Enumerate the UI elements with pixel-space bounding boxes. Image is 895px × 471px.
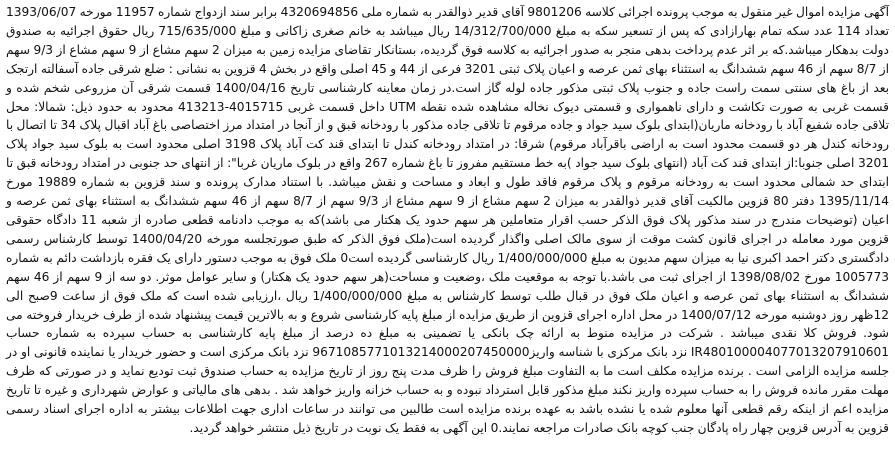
auction-notice-text: آگهی مزایده اموال غیر منقول به موجب پرونده اجرائی کلاسه 9801206 آقای قدیر ذوالقدر به شماره ملی 4320694856 برابر سند ازدواج شماره 11957 مورخه 1393/06/07 تعداد 114 عدد سکه تمام بهارازادی که پس از تسعیر سکه به مبلغ 14/312/700/000 ریال میباشد به خانم صغری زاکانی و مبلغ 715/635/000 ریال حقوق اجرائیه به صندوق دولت بدهکار میباشد.که بر اثر عدم پرداخت بدهی منجر به صدور اجرائیه به کلاسه فوق گردیده، بستانکار تقاضای مزایده زمین به میزان 2 سهم مشاع از 9 سهم مشاع از 9/3 سهم از 8/7 سهم از 46 سهم ششدانگ به استثناء بهای ثمن عرصه و اعیان پلاک ثبتی 3201 فرعی از 44 و 45 اصلی واقع در بخش 4 قزوین به نشانی : ضلع شرقی جاده آسفالته ارتجک بعد از باغ های سنتی سمت راست جاده و جنوب پلاک ثبتی مذکور جاده لوله گاز است.در زمان معاینه کارشناسی تاریخ 1400/04/16 قسمت شرقی آن مزروعی شخم شده و قسمت غربی به صورت تکاشت و دارای ناهمواری و قسمتی دیوک نخاله مشاهده شده نقطه UTM داخل قسمت غربی 4015715-413213 محدود به حدود ذیل: شمالا: محل تلاقی جاده شفیع آباد با رودخانه ماریان(ابتدای بلوک سید جواد و جاده مرقوم تا تلاقی جاده مذکور با رودخانه قبق و از آنجا در امتداد مرز اختصاصی باغ آباد اقبال پلاک 34 تا اتصال با رودخانه کندل هر دو قسمت محدود است به اراضی باقرآباد مرقوم) شرقا: در امتداد رودخانه کندل تا ابتدای قند کت آباد پلاک 3198 اصلی محدود است به بلوک سید جواد پلاک 3201 اصلی جنوبا:از ابتدای قند کت آباد (انتهای بلوک سید جواد )به خط مستقیم مفروز تا باغ شماره 267 واقع در بلوک ماریان غربا": از انتهای حد جنوبی در امتداد رودخانه قبق تا ابتدای حد شمالی محدود است به رودخانه مرقوم و پلاک مرقوم فاقد طول و ابعاد و مساحت و نقش میباشد. با استناد مدارک پرونده و سند قزوین به شماره 19889 مورخ 1395/11/14 دفتر 80 قزوین مالکیت آقای قدیر ذوالقدر به میزان 2 سهم مشاع از 9 سهم مشاع از 9/3 سهم از 8/7 سهم از 46 سهم ششدانگ به استثناء بهای ثمن عرصه و اعیان (توضیحات مندرج در سند مذکور پلاک فوق الذکر حسب اقرار متعاملین هر سهم حدود یک هکتار می باشد)که به موجب دادنامه قطعی صادره از شعبه 11 دادگاه حقوقی قزوین مورد معامله در اجرای قانون کشت موقت از سوی مالک اصلی واگذار گردیده است(ملک فوق الذکر که طبق صورتجلسه مورخه 1400/04/20 توسط کارشناس رسمی دادگستری دکتر احمد اکبری نیا به میزان سهم مدیون به مبلغ 1/400/000/000 ریال کارشناسی گردیده است0 ملک فوق به موجب دستور دارای یک فقره بازداشت دائم به شماره 1005773 مورخ 1398/08/02 از اجرای ثبت می باشد.با توجه به موقعیت ملک ،وضعیت و مساحت(هر سهم حدود یک هکتار) و سایر عوامل موثر. دو سه از 9 سهم از 46 سهم ششدانگ به استثناء بهای ثمن عرصه و اعیان ملک فوق در قبال طلب توسط کارشناس به مبلغ 1/400/000/000 ریال ،ارزیابی شده است که ملک فوق از ساعت 9صبح الی 12ظهر روز دوشنبه مورخه 1400/07/12 در محل اداره اجرای قزوین از طریق مزایده از مبلغ پایه کارشناسی شروع و به بالاترین قیمت پیشنهاد شده از طرف خریدار فروخته می شود. فروش کلا نقدی میباشد . شرکت در مزایده منوط به ارائه چک بانکی یا تضمینی به مبلغ ده درصد از مبلغ پایه کارشناسی به حساب سپرده به شماره حساب IR480100004077013207910601 نزد بانک مرکزی با شناسه واریز9671085771013214000207450000 نزد بانک مرکزی است و حضور خریدار یا نماینده قانونی او در جلسه مزایده الزامی است . برنده مزایده مکلف است ما به التفاوت مبلغ فروش را ظرف مدت پنج روز از تاریخ مزایده به حساب صندوق ثبت تودیع نماید و در صورتی که ظرف مهلت مقرر مانده فروش را به حساب سپرده واریز نکند مبلغ مذکور قابل استرداد نبوده و به حساب خزانه واریز خواهد شد . بدهی های مالیاتی و عوارض شهرداری و غیره تا تاریخ مزایده اعم از اینکه رقم قطعی آنها معلوم شده یا نشده باشد به عهده برنده مزایده است طالبین می توانند در ساعات اداری جهت اطلاعات بیشتر به اداره اجرای اسناد رسمی قزوین به آدرس قزوین چهار راه پادگان جنب کوچه بانک صادرات مراجعه نمایند.0 این آگهی به فقط یک نوبت در تاریخ ذیل منتشر خواهد گردید. (6, 5, 890, 435)
